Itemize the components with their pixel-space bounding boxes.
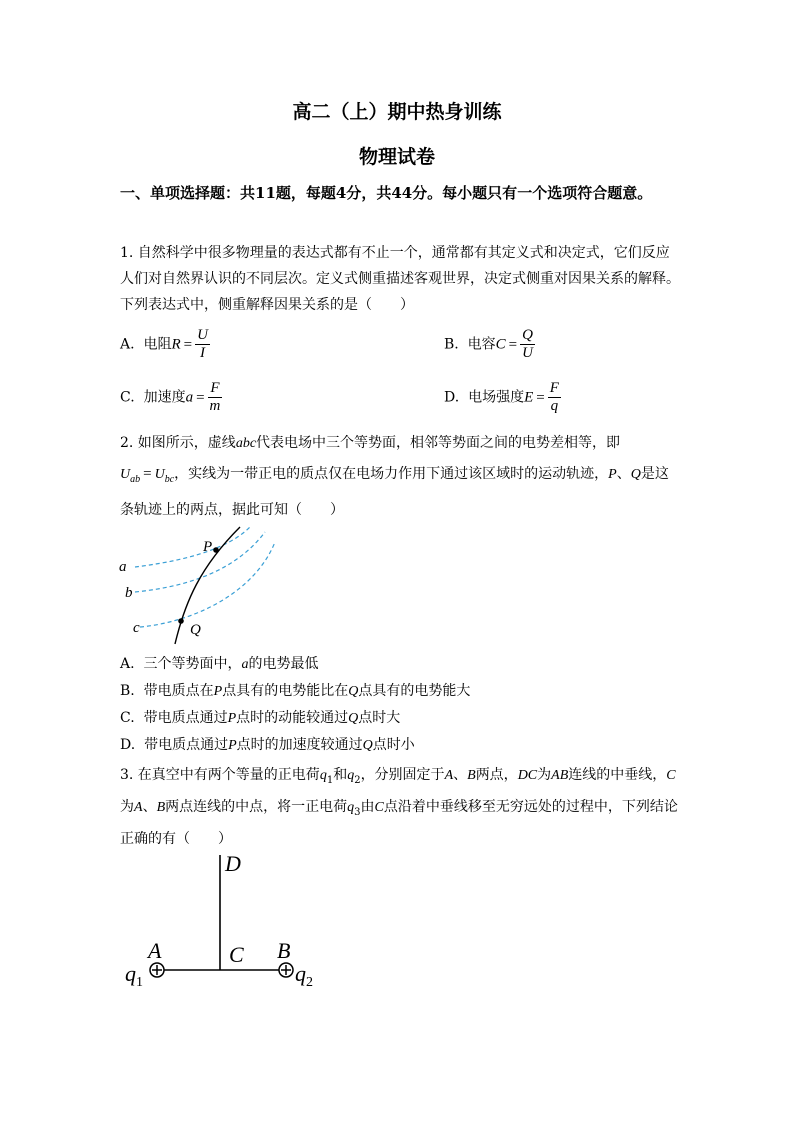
equipotential-b <box>135 532 265 592</box>
page-title: 高二（上）期中热身训练 <box>292 101 502 123</box>
q1-option-c[interactable]: C. 加速度a = $\frac{F}{m}$ <box>120 380 221 414</box>
q1-option-a[interactable]: A. 电阻R = $\frac{U}{I}$ <box>120 327 208 361</box>
label-a: a <box>119 559 127 575</box>
q1-stem: 1. 自然科学中很多物理量的表达式都有不止一个，通常都有其定义式和决定式，它们反应人们对自然界认识的不同层次。定义式侧重描述客观世界，决定式侧重对因果关系的解释。下列表达式中，侧重解释因果关系的是（ ） <box>120 245 680 313</box>
point-q <box>178 618 184 624</box>
fraction: $\frac{U}{I}$ <box>197 327 208 361</box>
q2-option-d[interactable]: D. 带电质点通过P点时的加速度较通过Q点时小 <box>120 737 415 753</box>
q2-option-a[interactable]: A. 三个等势面中，a的电势最低 <box>120 656 319 672</box>
q2-figure <box>115 522 285 647</box>
label-q1: $q_1$ <box>125 961 143 990</box>
q1-option-b[interactable]: B. 电容C = $\frac{Q}{U}$ <box>444 327 533 361</box>
label-c: c <box>133 620 140 636</box>
fraction: $\frac{F}{m}$ <box>209 380 221 414</box>
label-b: b <box>125 585 133 601</box>
fraction: $\frac{F}{q}$ <box>549 380 559 414</box>
q1-option-d[interactable]: D. 电场强度E = $\frac{F}{q}$ <box>444 380 559 414</box>
label-b: B <box>277 938 291 963</box>
section-heading: 一、单项选择题：共11题，每题4分，共44分。每小题只有一个选项符合题意。 <box>120 184 653 202</box>
q2-stem: 2. 如图所示，虚线abc代表电场中三个等势面，相邻等势面之间的电势差相等，即$U_{ab} = U_{bc}$，实线为一带正电的质点仅在电场力作用下通过该区域时的运动轨迹，P、Q是这条轨迹上的两点，据此可知（ ） <box>120 435 669 518</box>
label-d: D <box>225 851 241 876</box>
label-a: A <box>148 938 162 963</box>
label-q2: $q_2$ <box>295 961 313 990</box>
q3-stem: 3. 在真空中有两个等量的正电荷$q_1$和$q_2$，分别固定于A、B两点，DC为AB连线的中垂线，C为A、B两点连线的中点，将一正电荷$q_3$由C点沿着中垂线移至无穷远处的过程中，下列结论正确的有（ ） <box>120 767 678 847</box>
label-q: Q <box>190 622 201 638</box>
fraction: $\frac{Q}{U}$ <box>522 327 533 361</box>
q3-figure <box>115 845 335 995</box>
page-subtitle: 物理试卷 <box>358 146 435 168</box>
equipotential-a <box>135 527 250 567</box>
label-c: C <box>229 942 244 967</box>
q2-option-b[interactable]: B. 带电质点在P点具有的电势能比在Q点具有的电势能大 <box>120 683 471 699</box>
label-p: P <box>203 539 213 555</box>
point-p <box>213 547 219 553</box>
q2-option-c[interactable]: C. 带电质点通过P点时的动能较通过Q点时大 <box>120 710 401 726</box>
